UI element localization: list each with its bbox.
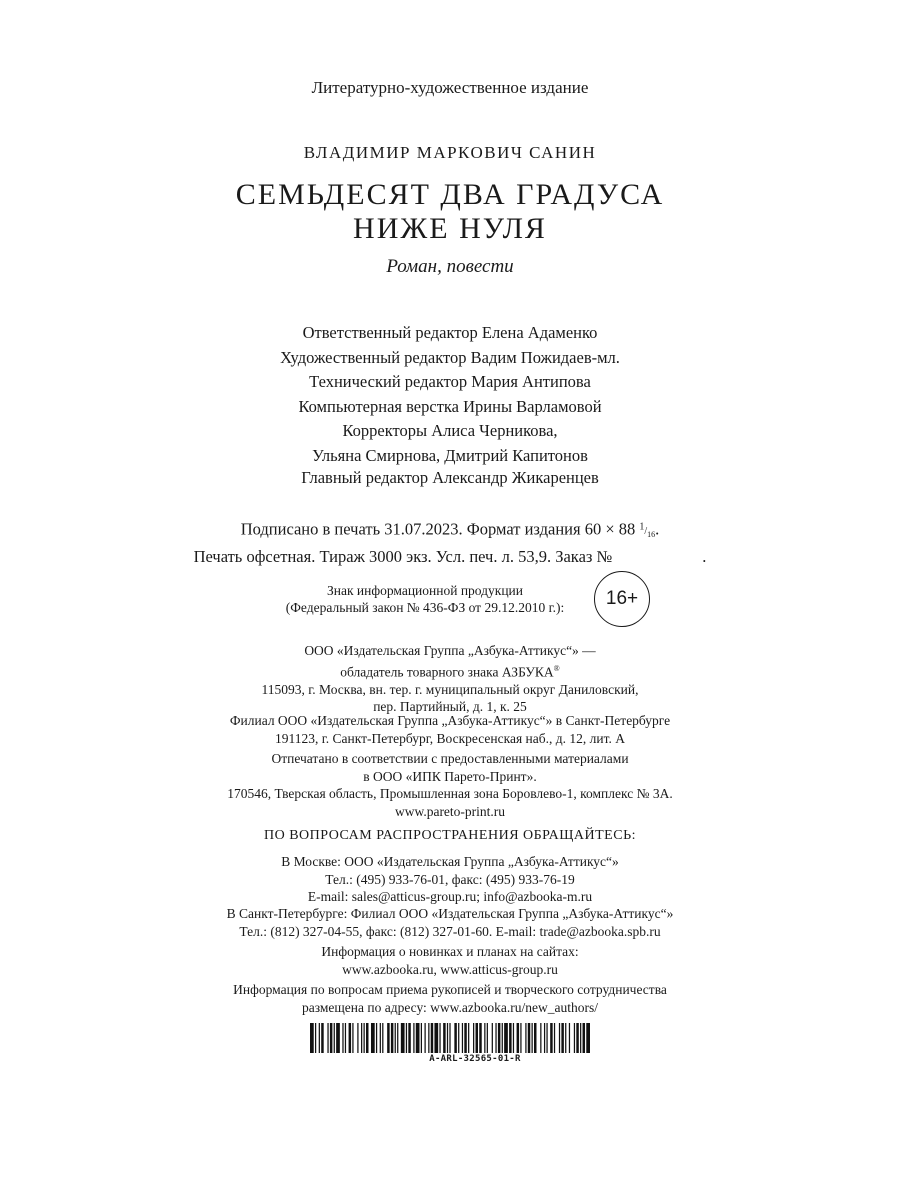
- registered-mark: ®: [553, 663, 560, 673]
- distribution-heading: ПО ВОПРОСАМ РАСПРОСТРАНЕНИЯ ОБРАЩАЙТЕСЬ:: [264, 828, 636, 843]
- news-info: [0, 943, 900, 978]
- publisher-line: 115093, г. Москва, вн. тер. г. муниципальный округ Даниловский,: [261, 681, 639, 697]
- barcode-bar: [345, 1023, 346, 1053]
- barcode-bar: [401, 1023, 405, 1053]
- barcode-bar: [315, 1023, 316, 1053]
- book-subtitle: Роман, повести: [386, 256, 514, 277]
- barcode-bar: [462, 1023, 463, 1053]
- barcode-bar: [487, 1023, 488, 1053]
- barcode-bar: [554, 1023, 555, 1053]
- barcode-bar: [550, 1023, 552, 1053]
- format-numerator: 1: [639, 522, 645, 533]
- barcode-bar: [498, 1023, 500, 1053]
- barcode-bar: [468, 1023, 469, 1053]
- format-denominator: 16: [647, 530, 656, 540]
- distribution-spb: [0, 905, 900, 940]
- barcode-bar: [349, 1023, 351, 1053]
- credit-line: Художественный редактор Вадим Пожидаев-мл.: [280, 347, 620, 367]
- barcode-bar: [495, 1023, 496, 1053]
- book-title-line-2: НИЖЕ НУЛЯ: [353, 212, 547, 245]
- spb-line: Тел.: (812) 327-04-55, факс: (812) 327-01-60. E-mail: trade@azbooka.spb.ru: [239, 923, 661, 939]
- printer-website: www.pareto-print.ru: [394, 803, 506, 819]
- publisher-trademark-text: обладатель товарного знака АЗБУКА: [340, 664, 554, 679]
- barcode-bar: [428, 1023, 429, 1053]
- barcode-bar: [342, 1023, 343, 1053]
- barcode-bar: [439, 1023, 440, 1053]
- barcode-bar: [544, 1023, 545, 1053]
- distribution-moscow: [0, 853, 900, 906]
- printer-line: в ООО «ИПК Парето-Принт».: [363, 768, 537, 784]
- barcode-bar: [546, 1023, 547, 1053]
- moscow-email: E-mail: sales@atticus-group.ru; info@azbooka-m.ru: [307, 889, 593, 904]
- barcode-bar: [532, 1023, 533, 1053]
- printer-line: 170546, Тверская область, Промышленная зона Боровлево-1, комплекс № 3А.: [227, 786, 673, 801]
- barcode-bar: [434, 1023, 438, 1053]
- barcode-bar: [327, 1023, 328, 1053]
- barcode-bar: [513, 1023, 514, 1053]
- barcode-bar: [443, 1023, 445, 1053]
- barcode-bar: [586, 1023, 590, 1053]
- barcode-bar: [454, 1023, 456, 1053]
- barcode-bar: [336, 1023, 340, 1053]
- age-rating-label-line-1: Знак информационной продукции: [326, 583, 524, 598]
- barcode-bar: [509, 1023, 511, 1053]
- barcode-bar: [413, 1023, 414, 1053]
- manuscripts-info: [0, 981, 900, 1016]
- print-info: [0, 517, 900, 568]
- barcode-bar: [492, 1023, 493, 1053]
- barcode-bar: [504, 1023, 508, 1053]
- barcode-bar: [380, 1023, 381, 1053]
- branch-line: Филиал ООО «Издательская Группа „Азбука-Аттикус“» в Санкт-Петербурге: [229, 713, 671, 728]
- credit-line: Компьютерная верстка Ирины Варламовой: [298, 396, 602, 416]
- barcode-bar: [334, 1023, 335, 1053]
- news-line: Информация о новинках и планах на сайтах:: [321, 944, 579, 959]
- barcode-bar: [361, 1023, 362, 1053]
- barcode-bar: [517, 1023, 519, 1053]
- barcode-bar: [387, 1023, 389, 1053]
- barcode-bar: [449, 1023, 450, 1053]
- barcode-bar: [408, 1023, 410, 1053]
- credit-line: Ульяна Смирнова, Дмитрий Капитонов: [312, 445, 588, 465]
- age-rating-label: [250, 582, 600, 616]
- barcode-bar: [565, 1023, 566, 1053]
- publisher-line: пер. Партийный, д. 1, к. 25: [373, 699, 527, 714]
- age-rating-badge: 16+: [594, 571, 650, 627]
- barcode-bar: [431, 1023, 433, 1053]
- barcode-bar: [397, 1023, 398, 1053]
- publisher-trademark-line: [0, 660, 900, 681]
- barcode-bar: [476, 1023, 478, 1053]
- barcode-bar: [569, 1023, 570, 1053]
- credit-line: Технический редактор Мария Антипова: [309, 372, 591, 391]
- moscow-line: Тел.: (495) 933-76-01, факс: (495) 933-76-19: [325, 871, 575, 887]
- publisher-line: ООО «Издательская Группа „Азбука-Аттикус“» —: [304, 643, 596, 658]
- print-order-dot: .: [702, 547, 707, 567]
- branch-info: [0, 712, 900, 747]
- credit-line: Корректоры Алиса Черникова,: [342, 421, 558, 440]
- print-info-dot: .: [655, 519, 660, 539]
- barcode-bar: [473, 1023, 474, 1053]
- barcode-bar: [484, 1023, 485, 1053]
- barcode-bar: [364, 1023, 365, 1053]
- barcode-bar: [391, 1023, 393, 1053]
- barcode-bar: [559, 1023, 560, 1053]
- credits-list: [0, 321, 900, 468]
- credit-line: Ответственный редактор Елена Адаменко: [302, 323, 598, 342]
- barcode-bar: [366, 1023, 368, 1053]
- print-format-text: Подписано в печать 31.07.2023. Формат издания 60 × 88: [240, 519, 636, 539]
- barcode-bar: [520, 1023, 521, 1053]
- barcode-bar: [576, 1023, 578, 1053]
- barcode-bar: [416, 1023, 420, 1053]
- barcode-bar: [534, 1023, 536, 1053]
- barcode-bar: [406, 1023, 407, 1053]
- news-websites: www.azbooka.ru, www.atticus-group.ru: [342, 961, 558, 977]
- barcode-bar: [357, 1023, 358, 1053]
- barcode-bar: [580, 1023, 581, 1053]
- barcode-bar: [458, 1023, 459, 1053]
- spb-line: В Санкт-Петербурге: Филиал ООО «Издательская Группа „Азбука-Аттикус“»: [226, 906, 674, 921]
- printer-line: Отпечатано в соответствии с предоставленными материалами: [271, 751, 629, 766]
- print-info-line-2: [0, 546, 900, 568]
- barcode-bar: [371, 1023, 375, 1053]
- book-title: [0, 178, 900, 246]
- print-info-line-1: [0, 517, 900, 546]
- barcode-bar: [330, 1023, 332, 1053]
- genre-label: Литературно-художественное издание: [311, 78, 589, 97]
- printer-info: [0, 750, 900, 820]
- barcode-bar: [352, 1023, 353, 1053]
- barcode-bar: [574, 1023, 575, 1053]
- barcode-bar: [528, 1023, 530, 1053]
- age-rating-label-line-2: (Федеральный закон № 436-ФЗ от 29.12.2010 г.):: [285, 600, 565, 615]
- barcode-bar: [319, 1023, 320, 1053]
- branch-line: 191123, г. Санкт-Петербург, Воскресенская наб., д. 12, лит. А: [275, 730, 625, 746]
- manuscripts-url: размещена по адресу: www.azbooka.ru/new_authors/: [301, 999, 599, 1015]
- barcode-code: A-ARL-32565-01-R: [429, 1054, 521, 1064]
- barcode-bar: [447, 1023, 448, 1053]
- barcode-bar: [321, 1023, 323, 1053]
- author-name: ВЛАДИМИР МАРКОВИЧ САНИН: [303, 143, 597, 162]
- barcode-bar: [540, 1023, 541, 1053]
- book-title-line-1: СЕМЬДЕСЯТ ДВА ГРАДУСА: [235, 178, 665, 211]
- publisher-info: [0, 642, 900, 716]
- barcode-bar: [376, 1023, 377, 1053]
- barcode-bar: [464, 1023, 466, 1053]
- barcode-bar: [479, 1023, 481, 1053]
- chief-editor: Главный редактор Александр Жикаренцев: [301, 468, 599, 487]
- barcode-bar: [424, 1023, 425, 1053]
- barcode-bar: [502, 1023, 503, 1053]
- barcode-bar: [382, 1023, 383, 1053]
- barcode-bar: [561, 1023, 563, 1053]
- barcode-bar: [583, 1023, 585, 1053]
- barcode-bar: [310, 1023, 314, 1053]
- moscow-line: В Москве: ООО «Издательская Группа „Азбука-Аттикус“»: [281, 854, 619, 869]
- barcode-bar: [525, 1023, 526, 1053]
- barcode-bar: [395, 1023, 396, 1053]
- barcode-bar: [421, 1023, 422, 1053]
- print-order-text: Печать офсетная. Тираж 3000 экз. Усл. печ. л. 53,9. Заказ №: [193, 547, 613, 567]
- format-fraction: $^1/_{16}$: [639, 522, 656, 540]
- barcode-image: [310, 1023, 590, 1053]
- manuscripts-line: Информация по вопросам приема рукописей и творческого сотрудничества: [233, 982, 667, 997]
